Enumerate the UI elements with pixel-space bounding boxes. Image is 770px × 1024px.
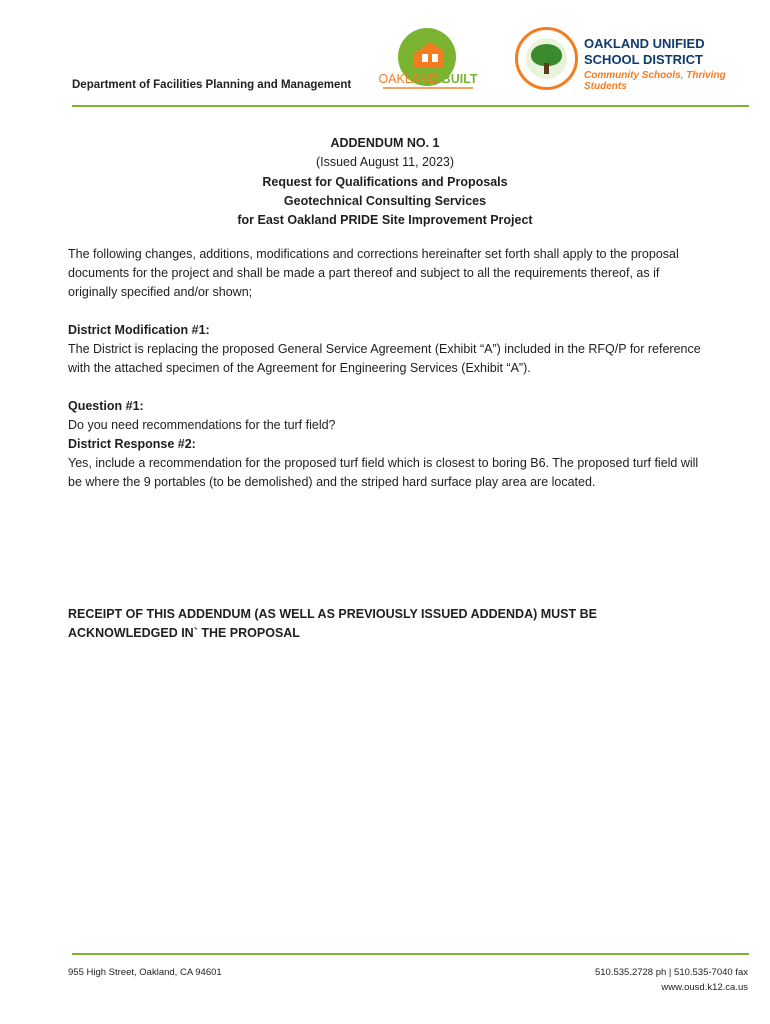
window-icon [422,54,428,62]
modification-text: The District is replacing the proposed General Service Agreement (Exhibit “A”) included in the RFQ/P for reference with the attached specimen of the Agreement for Engineering Services (Exhibit “A”). [68,342,701,375]
district-tagline: Community Schools, Thriving Students [584,70,726,92]
seal-center [526,38,567,79]
building-icon [414,42,444,68]
footer-address: 955 High Street, Oakland, CA 94601 [68,967,222,978]
window-icon [432,54,438,62]
question-section [68,397,708,492]
district-seal [515,27,578,90]
question-heading: Question #1: [68,399,144,413]
intro-paragraph: The following changes, additions, modifications and corrections hereinafter set forth shall apply to the proposal documents for the project and shall be made a part thereof and subject to all the requirements thereof, as if originally specified and/or shown; [68,247,679,299]
oakland-built-logo [373,24,483,94]
modification-section [68,321,708,378]
logo-underline [383,87,473,89]
service-title: Geotechnical Consulting Services [283,193,487,208]
issue-date: (Issued August 11, 2023) [315,155,455,170]
district-name-line1: OAKLAND UNIFIED [584,36,705,51]
response-text: Yes, include a recommendation for the proposed turf field which is closest to boring B6. The proposed turf field will be where the 9 portables (to be demolished) and the striped hard surface play area are located. [68,456,699,489]
tree-trunk [544,63,549,74]
footer-phone: 510.535.2728 ph | 510.535-7040 fax [594,967,748,978]
logo-word-oakland: OAKLAND [378,72,439,86]
rfq-title: Request for Qualifications and Proposals [262,174,508,189]
district-name-line2: SCHOOL DISTRICT [584,52,703,67]
footer-divider [72,953,749,955]
footer-contact [595,965,748,995]
addendum-number: ADDENDUM NO. 1 [330,136,440,150]
oakland-built-wordmark [373,72,483,86]
response-heading: District Response #2: [68,437,196,451]
header-divider [72,105,749,107]
district-name [584,36,705,68]
footer-website: www.ousd.k12.ca.us [661,982,748,993]
addendum-title-block [60,134,710,230]
project-title: for East Oakland PRIDE Site Improvement Project [237,213,533,228]
question-text: Do you need recommendations for the turf field? [68,418,336,432]
modification-heading: District Modification #1: [68,323,210,337]
logo-word-built: BUILT [441,72,478,86]
department-name: Department of Facilities Planning and Management [72,79,352,91]
receipt-notice: RECEIPT OF THIS ADDENDUM (AS WELL AS PREVIOUSLY ISSUED ADDENDA) MUST BE ACKNOWLEDGED IN` THE PROPOSAL [68,607,597,640]
